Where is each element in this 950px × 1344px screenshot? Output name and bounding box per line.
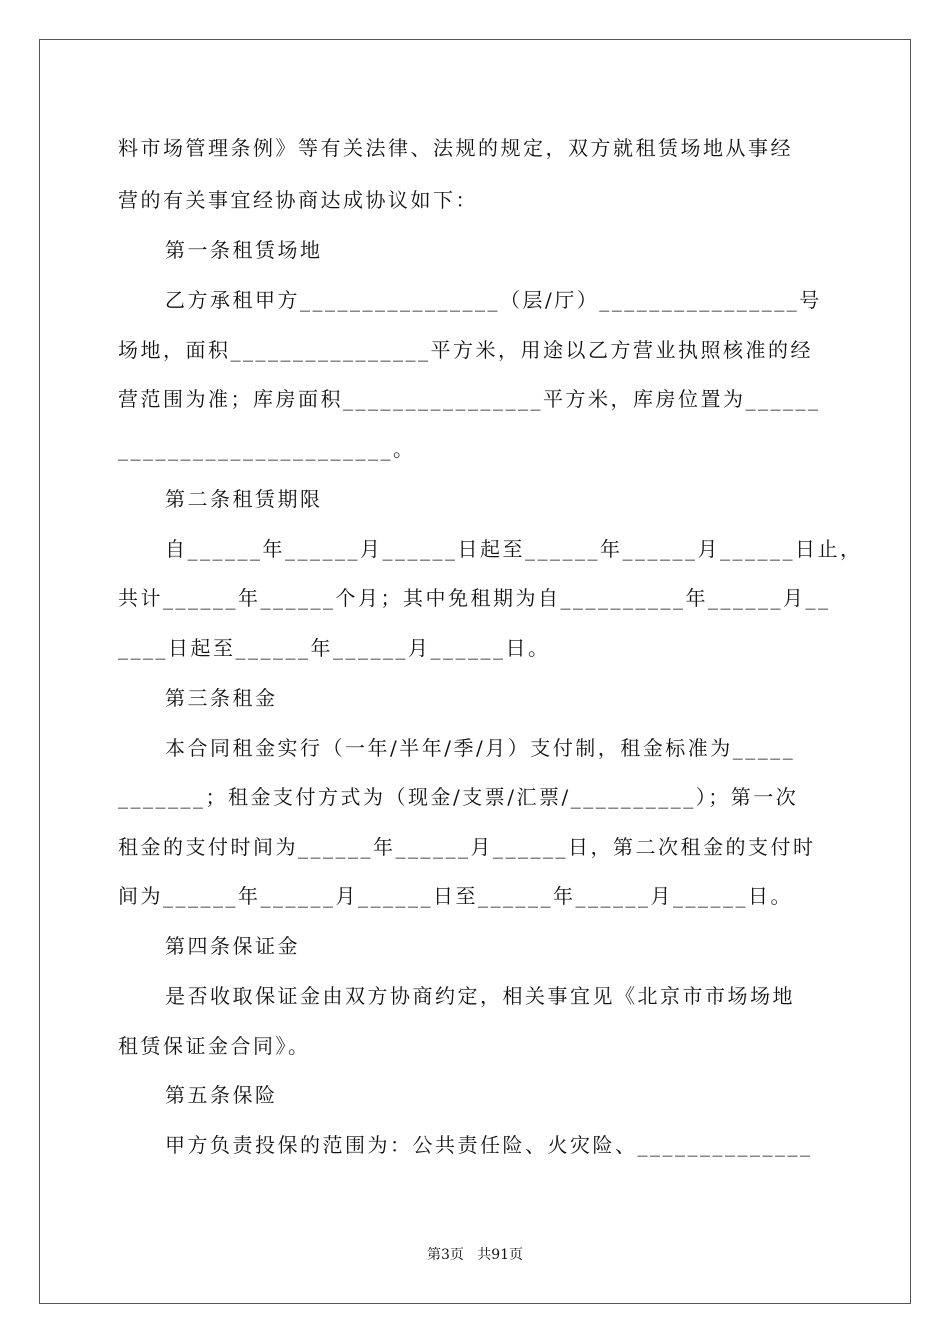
text-line: ____日起至______年______月______日。 — [118, 636, 551, 660]
text-line: _______；租金支付方式为（现金/支票/汇票/__________）；第一次 — [118, 785, 799, 809]
text-line: 甲方负责投保的范围为：公共责任险、火灾险、______________ — [165, 1133, 813, 1157]
text-line: 乙方承租甲方________________（层/厅）________________号 — [165, 288, 822, 312]
text-line: 场地，面积________________平方米，用途以乙方营业执照核准的经 — [118, 338, 813, 362]
text-line: 间为______年______月______日至______年______月______日。 — [118, 884, 793, 908]
text-line: 料市场管理条例》等有关法律、法规的规定，双方就租赁场地从事经 — [118, 136, 793, 160]
text-line: 本合同租金实行（一年/半年/季/月）支付制，租金标准为_____ — [165, 736, 796, 760]
text-line: 自______年______月______日起至______年______月______日止， — [165, 537, 863, 561]
article-heading: 第五条保险 — [165, 1083, 278, 1107]
text-line: 共计______年______个月；其中免租期为自__________年______月__ — [118, 586, 831, 610]
article-heading: 第四条保证金 — [165, 934, 300, 958]
page-number-footer: 第3页 共91页 — [426, 1247, 524, 1263]
text-line: 是否收取保证金由双方协商约定，相关事宜见《北京市市场场地 — [165, 984, 795, 1008]
article-heading: 第三条租金 — [165, 686, 278, 710]
article-heading: 第二条租赁期限 — [165, 487, 323, 511]
text-line: 租金的支付时间为______年______月______日，第二次租金的支付时 — [118, 835, 816, 859]
article-heading: 第一条租赁场地 — [165, 238, 323, 262]
page-border — [39, 39, 911, 1304]
text-line: ______________________。 — [118, 437, 416, 461]
text-line: 租赁保证金合同》。 — [118, 1034, 311, 1058]
text-line: 营范围为准；库房面积________________平方米，库房位置为______ — [118, 387, 821, 411]
text-line: 营的有关事宜经协商达成协议如下： — [118, 188, 478, 212]
